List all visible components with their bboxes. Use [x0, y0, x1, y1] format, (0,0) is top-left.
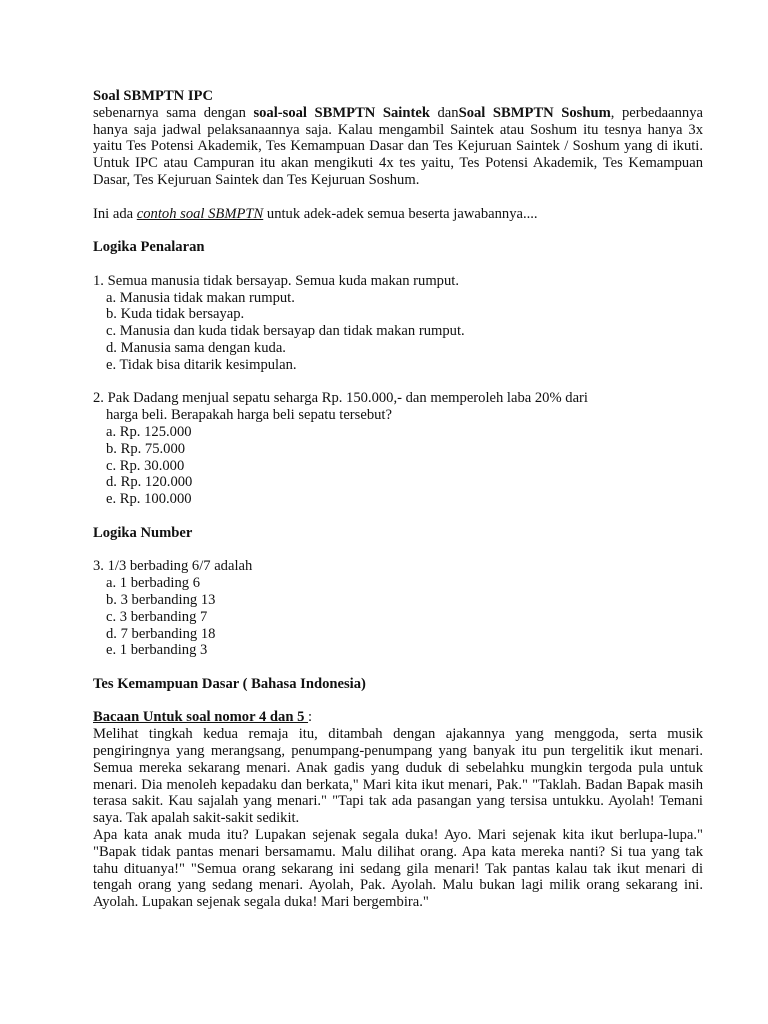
example-line — [93, 206, 703, 223]
intro-text-2: dan — [429, 104, 459, 121]
question-3-option-c: c. 3 berbanding 7 — [106, 608, 208, 625]
question-2-option-b: b. Rp. 75.000 — [106, 440, 186, 457]
question-1-text: 1. Semua manusia tidak bersayap. Semua kuda makan rumput. — [93, 272, 459, 289]
example-text-before: Ini ada — [93, 205, 137, 222]
reading-heading-line — [93, 709, 703, 726]
section-heading-logika-penalaran: Logika Penalaran — [93, 239, 205, 256]
example-text-after: untuk adek-adek semua beserta jawabannya.... — [263, 205, 538, 222]
intro-bold-saintek: soal-soal SBMPTN Saintek — [253, 104, 430, 121]
intro-paragraph — [93, 105, 703, 189]
question-3-option-e: e. 1 berbanding 3 — [106, 642, 208, 659]
question-2-option-d: d. Rp. 120.000 — [106, 474, 193, 491]
section-heading-logika-number: Logika Number — [93, 524, 193, 541]
question-2-option-c: c. Rp. 30.000 — [106, 457, 185, 474]
reading-heading-colon: : — [308, 709, 313, 726]
reading-paragraph-1: Melihat tingkah kedua remaja itu, ditambah dengan ajakannya yang menggoda, serta musik pengiringnya yang merangsang, penumpang-penumpang yang banyak itu pun tergelitik ikut menari. Semua mereka sekarang menari. Anak gadis yang duduk di sebelahku mungkin tergoda pula untuk menari. Dia menoleh kepadaku dan berkata," Mari kita ikut menari, Pak." "Taklah. Badan Bapak masih terasa sakit. Kau sajalah yang menari." "Tapi tak ada pasangan yang tersisa untukku. Ayolah! Temani saya. Tak apalah sakit-sakit sedikit. — [93, 726, 703, 827]
question-1-option-e: e. Tidak bisa ditarik kesimpulan. — [106, 356, 297, 373]
reading-paragraph-2: Apa kata anak muda itu? Lupakan sejenak segala duka! Ayo. Mari sejenak kita ikut berlupa-lupa." "Bapak tidak pantas menari bersamamu. Malu dilihat orang. Apa kata mereka nanti? Si tua yang tak tahu dituanya!" "Semua orang sekarang ini sedang gila menari! Tak pantas kalau tak ikut menari di tengah orang yang sedang menari. Ayolah, Pak. Ayolah. Malu bukan lagi milik orang sekarang ini. Ayolah. Lupakan sejenak segala duka! Mari bergembira." — [93, 827, 703, 911]
question-3-option-d: d. 7 berbanding 18 — [106, 625, 216, 642]
reading-heading: Bacaan Untuk soal nomor 4 dan 5 — [93, 709, 309, 726]
section-heading-tkd: Tes Kemampuan Dasar ( Bahasa Indonesia) — [93, 675, 366, 692]
question-1-option-c: c. Manusia dan kuda tidak bersayap dan tidak makan rumput. — [106, 323, 465, 340]
intro-bold-soshum: Soal SBMPTN Soshum — [458, 104, 611, 121]
question-3-option-b: b. 3 berbanding 13 — [106, 591, 216, 608]
question-2-text-cont: harga beli. Berapakah harga beli sepatu tersebut? — [106, 407, 392, 424]
document-title: Soal SBMPTN IPC — [93, 88, 214, 104]
question-3-text: 3. 1/3 berbading 6/7 adalah — [93, 558, 253, 575]
question-1-option-a: a. Manusia tidak makan rumput. — [106, 289, 295, 306]
contoh-soal-link[interactable]: contoh soal SBMPTN — [136, 205, 264, 222]
document-page — [93, 88, 703, 911]
intro-text-1: sebenarnya sama dengan — [93, 104, 254, 121]
intro-text-3: , perbedaannya hanya saja jadwal pelaksanaannya saja. Kalau mengambil Saintek atau Soshum itu tesnya hanya 3x yaitu Tes Potensi Akademik, Tes Kemampuan Dasar dan Tes Kejuruan Saintek / Soshum yang di ikuti. Untuk IPC atau Campuran itu akan mengikuti 4x tes yaitu, Tes Potensi Akademik, Tes Kemampuan Dasar, Tes Kejuruan Saintek dan Tes Kejuruan Soshum. — [93, 104, 704, 188]
question-2-option-a: a. Rp. 125.000 — [106, 423, 192, 440]
question-2-text: 2. Pak Dadang menjual sepatu seharga Rp. 150.000,- dan memperoleh laba 20% dari — [93, 390, 588, 407]
question-1-option-b: b. Kuda tidak bersayap. — [106, 306, 245, 323]
question-3-option-a: a. 1 berbading 6 — [106, 575, 201, 592]
question-2-option-e: e. Rp. 100.000 — [106, 491, 192, 508]
question-1-option-d: d. Manusia sama dengan kuda. — [106, 339, 286, 356]
